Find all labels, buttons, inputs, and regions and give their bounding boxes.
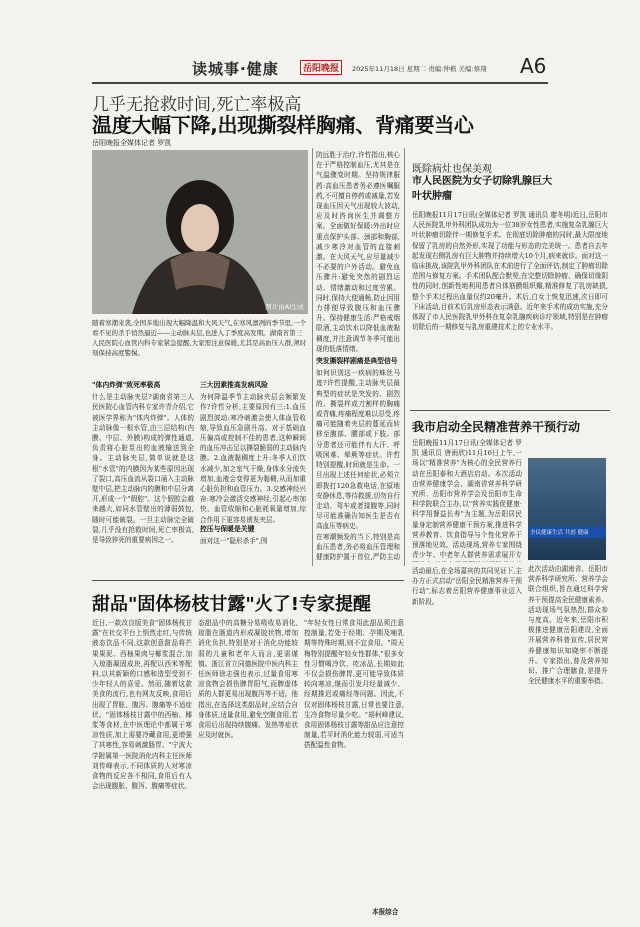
article1-column-3 (316, 150, 400, 562)
newspaper-logo: 岳阳晚报 (300, 60, 342, 75)
article1-subhead-2: 三大因素推高发病风险 (200, 381, 268, 389)
right1-body: 岳阳晚报11月17日讯(全媒体记者 罗凯 通讯员 廖冬明)近日,岳阳市人民医院乳甲外科团队成功为一位38岁女性患者,实施复杂乳腺巨大叶状肿瘤切除伴一期修复手术。在彻底切除肿瘤的同时,最大限度地保留了乳房的自然外形,实现了功能与形态的完美统一。患者自去年起发现右侧乳房有巨大肿物并持续增大10个月,病来就诊。面对这一临床挑战,该院乳甲外科团队在术前进行了全面评估,制定了肿瘤切除范围与修复方案。手术团队配合默契,在完整切除肿瘤、确保切缘阴性的同时,创新性地利用患者自体筋膜组织瓣,精准修复了乳房缺损,整个手术过程出血量仅约20毫升。术后,白女士恢复迅速,次日即可下床活动,目前术后乳房形态表示满意。近年来手术的成功实施,充分体现了市人民医院乳甲外科在复杂乳腺疾病诊疗领域,特别是在肿瘤切除后的一期修复与乳房重建技术上的专业水平。 (412, 211, 608, 332)
page-number: A6 (520, 54, 547, 78)
article2-column-3: "年轻女性日常食用此甜品须注意控制量,若处于经期、孕期及哺乳期等特殊时期,则不宜食用。"周天梅特别提醒年轻女性群体,"很多女性习惯喝冷饮、吃冰品,长期如此不仅会损伤脾胃,更可能导致体质转向寒凉,继而引发月经量减少、经期推迟或痛经等问题。因此,不仅对固体杨枝甘露,日常也要注意,生冷食物尽量少吃。"胡柯峰建议,食用固体杨枝甘露等甜品应注意控制量,若平时消化能力较弱,可适当搭配温性食物。 (304, 619, 404, 750)
right2-body-3: 活动最后,在全场嘉宾的共同见证下,主办方正式启动"岳阳全民精准营养干预行动",标志着岳阳营养健康事业迈入新阶段。 (412, 567, 522, 606)
column-divider (404, 148, 405, 566)
article1-column-1 (92, 378, 194, 562)
article2-column-1: 近日,一款改良版美食"固体杨枝甘露"在社交平台上悄然走红,与传统液态饮品不同,这款创意甜品将芒果果泥、西柚果肉与椰浆混合,加入琼脂凝固成块,再配以西米等配料,以其新颖的口感和造型受到不少年轻人的喜爱。然而,随着这款美食的流行,也有网友反映,食用后出现了胃胀、腹泻、腹痛等不适症状。"固体杨枝甘露中的西柚、椰浆等食材,在中医理论中都属于寒凉性质,加上需要冷藏食用,更增强了其寒性,容易刺激肠胃。"宁波大学附属第一医院消化内科主任医师刘传峰表示,不同体质的人对寒凉食物的反应各不相同,食用后有人会出现腹胀、腹泻、腹痛等症状。 (92, 619, 192, 791)
right2-body-2: 此次活动由湖南省、岳阳市营养科学研究所、营养学会联合组织,旨在通过科学营养干预提高全民健康素养。活动现场气氛热烈,群众参与度高。近年来,岳阳市积极推进健康岳阳建设,全面开展营养科普宣传,居民营养健康知识知晓率不断提升。专家指出,普及营养知识、推广合理膳食,是提升全民健康水平的重要举措。 (528, 565, 608, 686)
article1-kicker: 几乎无抢救时间,死亡率极高 (92, 95, 302, 115)
article1-text-1: 什么是主动脉夹层?湖南省第三人民医院心血管内科专家许青介绍,它被医学界称为"体内炸弹"。人体的主动脉像一根水管,由三层结构(内膜、中层、外膜)构成的弹性通道,负责将心脏泵出的血液输送到全身。主动脉夹层,简单说就是这根"水管"的内膜因为某些原因出现了裂口,高压血流从裂口涌入主动脉壁中层,把主动脉内的膜和中层分离开,形成一个"假腔"。这个假腔会越来越大,如同水管壁出的薄弱鼓包,随时可能破裂。一旦主动脉完全破裂,几乎没有抢救时间,死亡率极高,是导致猝死的重要病因之一。 (92, 393, 194, 545)
article1-byline: 岳阳晚报全媒体记者 罗凯 (92, 139, 172, 147)
article1-text-3: 防远胜于治疗,许哲指出,核心在于严格控制血压,尤其是在气温骤变时期。坚持规律服药:高血压患者务必遵医嘱服药,不可擅自停药或减量,若发现血压因天气出现较大波动,应及时咨询医生并调整方案。全面做好保暖:外出时应重点保护头部、颈部和胸部,减少寒冷对血管的直接刺激。在大风天气,应尽量减少不必要的户外活动。避免血压骤升:避免突然的剧烈运动、情绪激动和过度劳累。同时,保持大便通畅,防止因用力排便导致腹压和血压骤升。保持健康生活:严格戒烟限酒,主动饮水以降低血液黏稠度,并注意调节冬季可能出现的低落情绪。 (316, 151, 400, 353)
article1-headline: 温度大幅下降,出现撕裂样胸痛、背痛要当心 (92, 113, 474, 137)
woman-in-cold-illustration (92, 150, 308, 314)
column-divider (312, 148, 313, 566)
section-title: 读城事·健康 (192, 60, 279, 78)
masthead (0, 0, 640, 88)
article2-source: 本报综合 (372, 908, 399, 916)
photo-caption: 随着寒潮来袭,全国多地出现大幅降温和大风天气,在寒风凛冽的季节里,一个看不见的杀手悄然逼近——主动脉夹层,也进入了季度高发期。湖南省第三人民医院心血管内科专家紧急提醒,大家需注意保暖,尤其是高血压人群,须时刻保持高度警惕。 (92, 319, 307, 357)
article1-subhead-4: 突发撕裂样剧痛是典型信号 (316, 357, 398, 366)
right2-body: 岳阳晚报11月17日讯(全媒体记者 罗凯 通讯员 唐雨欣)11月16日上午,一场以"精准营养"为核心的全民营养行动在岳阳泰和大酒店启动。本次活动由营养健康学会、湖南省营养科学研究所、岳阳市营养学会及岳阳市生命科学院联合主办,以"营养实践促健康·科学用餐益长寿"为主题,为岳阳居民量身定制营养健康干预方案,推进科学营养教育、饮食指导与个性化营养干预落地见效。活动现场,营养专家围绕青少年、中老年人群营养需求展开专 (412, 439, 522, 560)
article1-column-2b (200, 522, 306, 562)
event-banner: 全民健康生活 共创 健康 (528, 526, 606, 538)
right1-headline: 市人民医院为女子切除乳腺巨大叶状肿瘤 (412, 176, 552, 202)
article1-photo (92, 150, 308, 314)
right2-headline: 我市启动全民精准营养干预行动 (412, 420, 581, 434)
article2-column-2: 态甜品中的高糖分易吸收易消化,琼脂在肠道内形成凝胶状物,增加消化负担,特别是对于消化功能较弱的儿童和老年人而言,更需谨慎。浙江省立同德医院中医内科主任医师徐志强也表示,过量食用寒凉食物会损伤脾胃阳气,而脾虚体质的人群更易出现腹泻等不适。他指出,在选择这类甜品时,应结合自身体质,适量食用,避免空腹食用,若食用后出现持续腹痛、发热等症状应及时就医。 (198, 619, 298, 740)
section-divider (92, 580, 404, 581)
right2-event-photo (528, 458, 606, 560)
article1-subhead-3: 控压与保暖是关键 (200, 525, 255, 533)
article1-text-2b: 面对这一"隐形杀手",围 (200, 537, 268, 546)
article1-text-2: 为何降温季节主动脉夹层会频繁发作?许哲分析,主要原因有三:1.血压剧烈波动:寒冷刺激会使人体血管收缩,导致血压急剧升高。对于基础血压偏高或控制不佳的患者,这种瞬间的血压冲击足以撕裂脆弱的主动脉内膜。2.血液黏稠度上升:冬季人们饮水减少,加之室气干燥,身体水分流失增加,血液会变得更为黏稠,从而加重心脏负担和血管压力。3.交感神经兴奋:寒冷会激活交感神经,引起心率加快、血管收缩和心脏耗氧量增加,综合作用下更容易诱发夹层。 (200, 393, 306, 524)
issue-meta: 2025年11月18日 星期二 责编:钟楷 美编:蔡翔 (352, 65, 487, 73)
masthead-rule (92, 82, 548, 84)
article1-subhead-1: "体内炸弹"致死率极高 (92, 381, 161, 389)
photo-credit: 图片由AI生成 (265, 303, 304, 311)
section-divider (410, 410, 610, 411)
right1-kicker: 既除病灶也保美观 (412, 164, 492, 175)
article1-text-3b: 如何识别这一疾病的蛛丝马迹?许哲提醒,主动脉夹层最典型的症状是突发的、剧烈的、撕裂样或刀割样的胸痛或背痛,疼痛程度难以忍受,疼痛可能随着夹层的蔓延而转移至腹部、腰部或下肢。部分患者还可能伴有大汗、呼吸困难、晕厥等症状。许哲特别提醒,时间就是生命。一旦出现上述任何症状,必须立即拨打120急救电话,在原地安静休息,等待救援,切勿自行走动、驾车或者揉腹等,同时尽可能准确告知医生是否有高血压等病史。 (316, 369, 400, 531)
article2-headline: 甜品"固体杨枝甘露"火了!专家提醒 (92, 594, 371, 615)
article1-text-3c: 在寒潮频发的当下,特别是高血压患者,务必将血压管理和健康防护置于首位,严防主动 (316, 532, 400, 561)
